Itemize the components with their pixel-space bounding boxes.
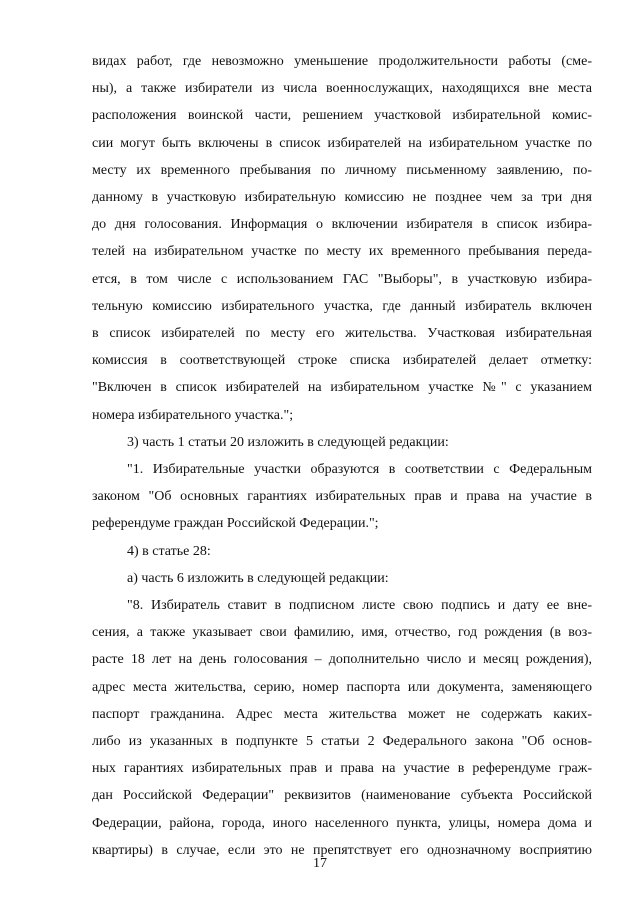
- text-line: тельную комиссию избирательного участка, где данный избиратель включен: [92, 298, 592, 314]
- text-line: квартиры) в случае, если это не препятствует его однозначному восприятию: [92, 842, 592, 858]
- text-line: сения, а также указывает свои фамилию, имя, отчество, год рождения (в воз-: [92, 625, 592, 641]
- text-line: ется, в том числе с использованием ГАС "Выборы", в участковую избира-: [92, 271, 592, 287]
- text-line: номера избирательного участка.";: [92, 407, 294, 423]
- text-line: "8. Избиратель ставит в подписном листе свою подпись и дату ее вне-: [127, 598, 592, 614]
- text-line: видах работ, где невозможно уменьшение продолжительности работы (сме-: [92, 54, 592, 69]
- text-line: 3) часть 1 статьи 20 изложить в следующей редакции:: [127, 434, 449, 450]
- text-line: до дня голосования. Информация о включении избирателя в список избира-: [92, 217, 592, 233]
- text-line: телей на избирательном участке по месту их временного пребывания переда-: [92, 244, 592, 260]
- text-line: "1. Избирательные участки образуются в соответствии с Федеральным: [127, 462, 592, 478]
- text-line: паспорт гражданина. Адрес места жительства может не содержать каких-: [92, 706, 592, 722]
- text-line: Федерации, района, города, иного населенного пункта, улицы, номера дома и: [92, 815, 592, 831]
- text-line: месту их временного пребывания по личному письменному заявлению, по-: [92, 162, 592, 178]
- text-line: ных гарантиях избирательных прав и права на участие в референдуме граж-: [92, 761, 592, 777]
- text-line: дан Российской Федерации" реквизитов (наименование субъекта Российской: [92, 788, 592, 804]
- text-line: референдуме граждан Российской Федерации.";: [92, 516, 379, 532]
- text-line: расте 18 лет на день голосования – дополнительно число и месяц рождения),: [92, 652, 592, 668]
- text-line: адрес места жительства, серию, номер паспорта или документа, заменяющего: [92, 679, 592, 695]
- document-body: [92, 48, 592, 864]
- text-line: данному в участковую избирательную комиссию не позднее чем за три дня: [92, 190, 592, 206]
- text-line: а) часть 6 изложить в следующей редакции:: [127, 570, 389, 586]
- text-line: 4) в статье 28:: [127, 543, 211, 559]
- text-line: комиссия в соответствующей строке списка избирателей делает отметку:: [92, 353, 592, 369]
- text-line: либо из указанных в подпункте 5 статьи 2 Федерального закона "Об основ-: [92, 734, 592, 750]
- page-number: 17: [313, 856, 327, 871]
- text-line: "Включен в список избирателей на избирательном участке №" с указанием: [92, 380, 592, 396]
- text-line: сии могут быть включены в список избирателей на избирательном участке по: [92, 135, 592, 151]
- text-line: ны), а также избиратели из числа военнослужащих, находящихся вне места: [92, 81, 592, 97]
- text-line: расположения воинской части, решением участковой избирательной комис-: [92, 108, 592, 124]
- text-line: законом "Об основных гарантиях избирательных прав и права на участие в: [92, 489, 592, 505]
- text-line: в список избирателей по месту его жительства. Участковая избирательная: [92, 326, 592, 342]
